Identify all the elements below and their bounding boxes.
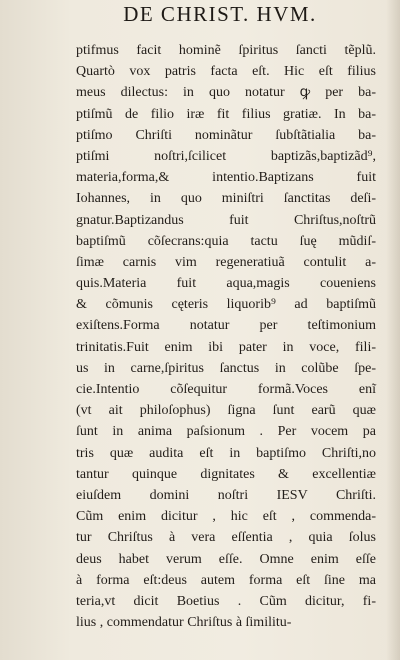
text-line: ptiſmũ de filio iræ fit filius gratiæ. In ba- — [76, 106, 376, 122]
text-line: meus dilectus: in quo notatur ꝙ per ba- — [76, 85, 376, 101]
text-line: Iohannes, in quo miniſtri ſanctitas deſi- — [76, 191, 376, 207]
text-line: us in carne,ſpiritus ſanctus in colũbe ſpe- — [76, 360, 376, 376]
text-line: tantur quinque dignitates & excellentiæ — [76, 466, 376, 482]
text-line: lius , commendatur Chriſtus à ſimilitu- — [76, 615, 292, 631]
text-line: ſimæ carnis vim regeneratiuã contulit a- — [76, 254, 376, 270]
text-line: teria,vt dicit Boetius . Cũm dicitur, fi- — [76, 593, 376, 609]
text-line: Quartò vox patris facta eſt. Hic eſt filius — [76, 64, 376, 80]
text-line: gnatur.Baptizandus fuit Chriſtus,noſtrũ — [76, 212, 376, 228]
text-line: (vt ait philoſophus) ſigna ſunt earũ quæ — [76, 403, 376, 419]
text-line: ptiſmi noſtri,ſcilicet baptizãs,baptizãd⁹, — [76, 148, 376, 164]
text-line: tur Chriſtus à vera eſſentia , quia ſolus — [76, 530, 376, 546]
text-line: & cõmunis cęteris liquorib⁹ ad baptiſmũ — [76, 297, 376, 313]
text-line: tris quæ audita eſt in baptiſmo Chriſti,no — [76, 445, 376, 461]
text-line: trinitatis.Fuit enim ibi pater in voce, fili- — [76, 339, 376, 355]
text-block — [76, 40, 376, 633]
text-line: materia,forma,& intentio.Baptizans fuit — [76, 170, 376, 186]
text-line: Cũm enim dicitur , hic eſt , commenda- — [76, 509, 376, 525]
text-line: baptiſmũ cõſecrans:quia tactu ſuę mũdiſ- — [76, 233, 376, 249]
text-line: quis.Materia fuit aqua,magis coueniens — [76, 276, 376, 292]
text-line: cie.Intentio cõſequitur formã.Voces enĩ — [76, 382, 376, 397]
text-line: ptiſmo Chriſti nominãtur ſubſtãtialia ba- — [76, 127, 376, 143]
text-line: ptifmus facit hominẽ ſpiritus ſancti tẽplũ. — [76, 43, 376, 58]
running-head: DE CHRIST. HVM. — [123, 2, 317, 26]
text-line: deus habet verum eſſe. Omne enim eſſe — [76, 551, 376, 567]
text-line: ſunt in anima paſsionum . Per vocem pa — [76, 424, 376, 440]
text-line: eiuſdem domini noſtri IESV Chriſti. — [76, 487, 376, 503]
text-line: exiſtens.Forma notatur per teſtimonium — [76, 318, 376, 334]
text-line: à forma eſt:deus autem forma eſt ſine ma — [76, 572, 376, 588]
